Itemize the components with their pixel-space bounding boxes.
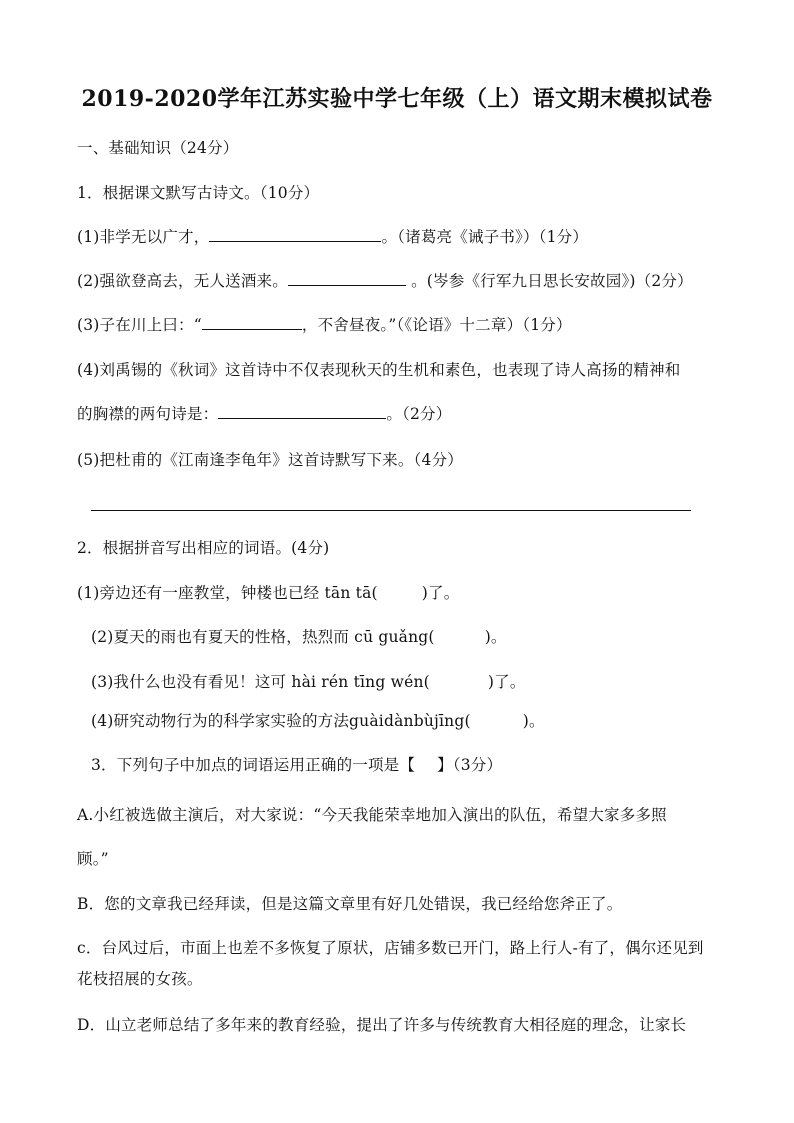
question-2-item-4 [91,711,545,731]
answer-blank [209,227,381,242]
option-d-line-1: D．山立老师总结了多年来的教育经验，提出了许多与传统教育大相径庭的理念，让家长 [77,1016,687,1034]
item-text-before: (3)子在川上曰：“ [77,316,202,334]
item-text-before: (2)强欲登高去，无人送酒来。 [77,272,288,290]
question-2-item-3 [91,672,526,692]
question-1-stem: 1．根据课文默写古诗文。（10分） [77,184,320,202]
question-1-item-1 [77,227,588,247]
option-c-line-2: 花枝招展的女孩。 [77,970,203,988]
question-2-item-2 [91,627,507,647]
item-text-before: (1)旁边还有一座教堂，钟楼也已经 tān tā( [77,584,378,602]
section-heading: 一、基础知识（24分） [77,139,239,157]
item-text-after: )了。 [487,673,526,691]
question-1-item-4-line-2 [77,404,451,424]
item-text-before: 的胸襟的两句诗是： [77,405,219,423]
option-a-line-2: 顾。” [77,850,109,868]
item-text-after: )。 [522,712,545,730]
item-text-after: 】（3分） [437,756,503,774]
exam-title: 2019-2020学年江苏实验中学七年级（上）语文期末模拟试卷 [81,86,713,112]
answer-blank [288,271,406,286]
question-1-item-3 [77,315,572,335]
option-a-line-1: A.小红被选做主演后，对大家说：“今天我能荣幸地加入演出的队伍，希望大家多多照 [77,806,667,824]
item-text-after: 。（2分） [386,405,452,423]
answer-line [91,510,691,511]
question-1-item-2 [77,271,693,291]
question-2-item-1 [77,583,459,603]
item-text-after: 。(岑参《行军九日思长安故园》)（2分） [405,272,693,290]
item-text-after: )了。 [421,584,460,602]
option-b: B．您的文章我已经拜读，但是这篇文章里有好几处错误，我已经给您斧正了。 [77,895,623,913]
option-c-line-1: c．台风过后，市面上也差不多恢复了原状，店铺多数已开门，路上行人-有了，偶尔还见到 [77,939,704,957]
item-text-after: )。 [484,628,507,646]
answer-blank [218,404,386,419]
question-2-stem: 2．根据拼音写出相应的词语。(4分) [77,539,330,557]
item-text-before: (1)非学无以广才， [77,228,210,246]
item-text-before: (2)夏天的雨也有夏天的性格，热烈而 cū guǎng( [91,628,435,646]
item-text-before: (4)研究动物行为的科学家实验的方法guàidànbùjīng( [91,712,471,730]
answer-blank [202,315,302,330]
question-3-stem [91,755,502,775]
item-text-after: 。（诸葛亮《诫子书》）（1分） [381,228,589,246]
question-1-item-5: (5)把杜甫的《江南逢李龟年》这首诗默写下来。（4分） [77,451,463,469]
item-text-before: (3)我什么也没有看见！这可 hài rén tīng wén( [91,673,430,691]
question-1-item-4-line-1: (4)刘禹锡的《秋词》这首诗中不仅表现秋天的生机和素色，也表现了诗人高扬的精神和 [77,361,681,379]
item-text-before: 3．下列句子中加点的词语运用正确的一项是【 [91,756,416,774]
item-text-after: ，不舍昼夜。”（《论语》十二章）（1分） [301,316,572,334]
